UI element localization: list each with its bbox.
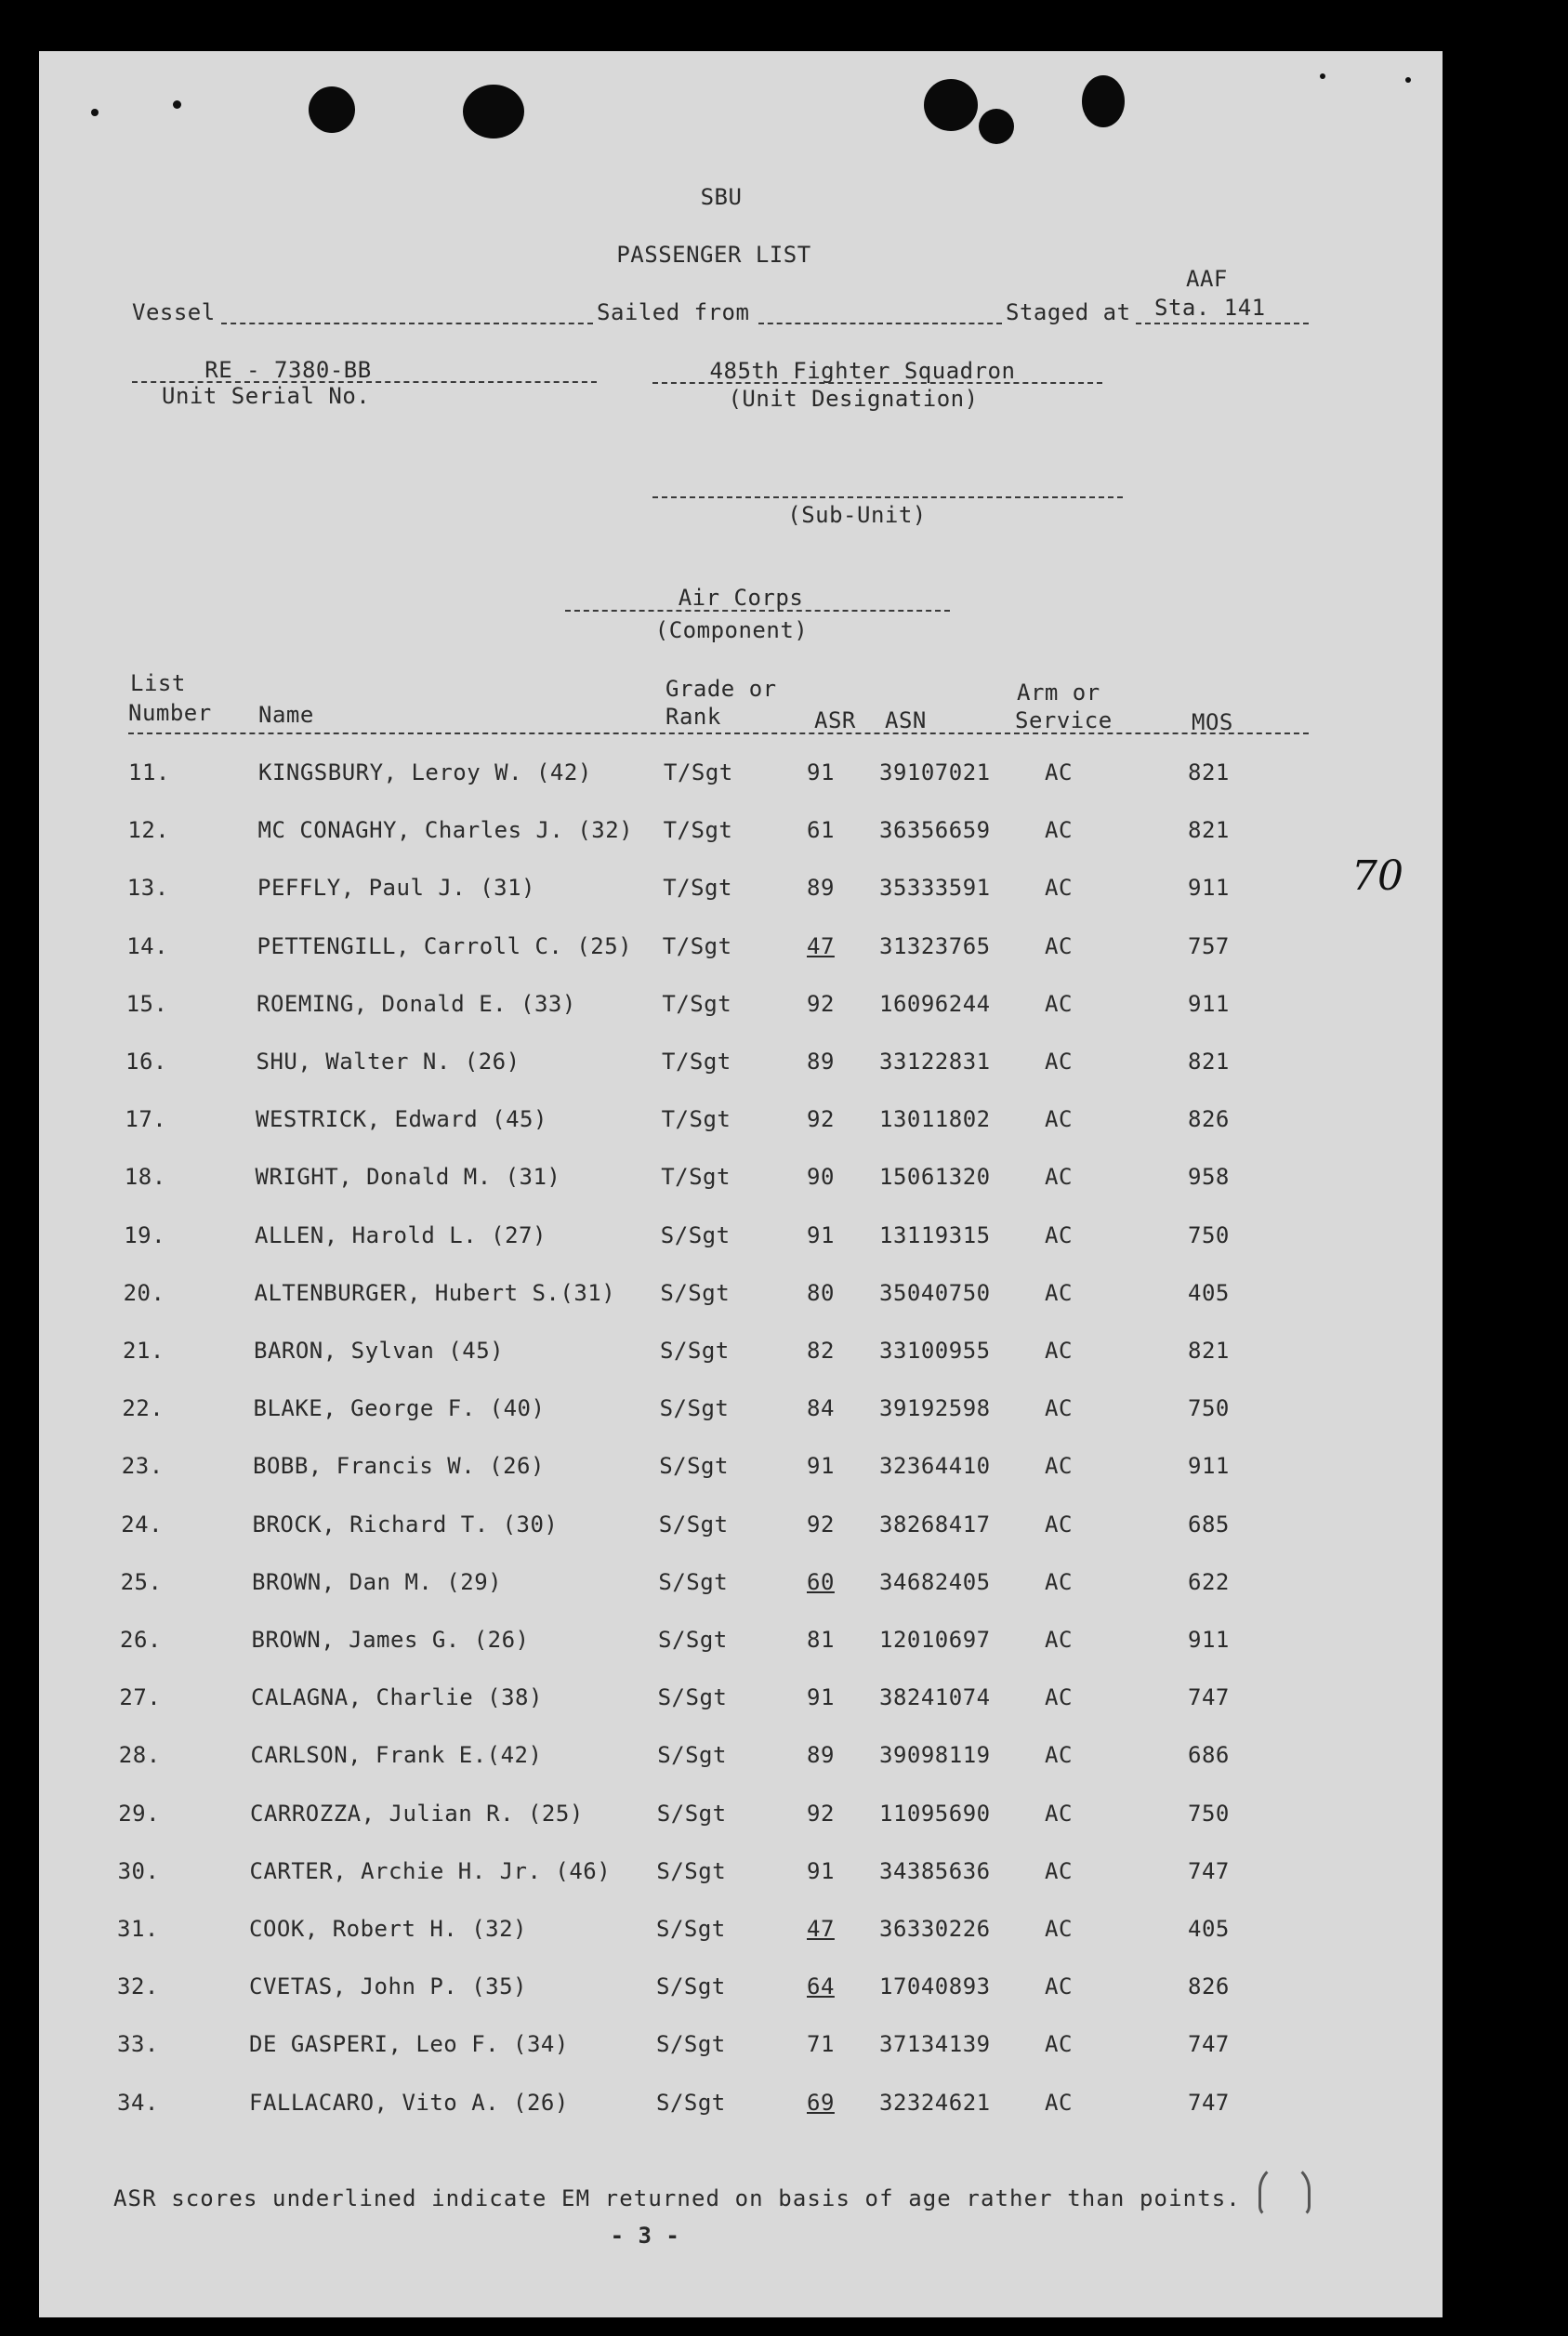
- header-list-number-2: Number: [128, 700, 212, 726]
- row-arm: AC: [1045, 1800, 1073, 1827]
- row-asn: 39098119: [879, 1742, 991, 1769]
- row-arm: AC: [1045, 1395, 1073, 1422]
- row-list-number: 24.: [121, 1511, 164, 1538]
- row-asr: 84: [807, 1395, 835, 1422]
- row-list-number: 13.: [126, 875, 169, 902]
- row-mos: 821: [1188, 817, 1230, 844]
- row-arm: AC: [1045, 1279, 1073, 1306]
- row-asr: 60: [807, 1568, 835, 1595]
- row-asr: 47: [807, 932, 835, 959]
- table-row: [39, 1858, 1443, 1895]
- row-mos: 911: [1188, 1627, 1230, 1653]
- row-arm: AC: [1045, 875, 1073, 902]
- row-name: ROEMING, Donald E. (33): [257, 990, 576, 1017]
- row-asr: 80: [807, 1279, 835, 1306]
- row-asr: 71: [807, 2031, 835, 2058]
- table-row: [39, 1684, 1443, 1722]
- row-arm: AC: [1045, 1916, 1073, 1942]
- row-asn: 12010697: [879, 1627, 991, 1653]
- row-list-number: 22.: [122, 1395, 165, 1422]
- row-asr: 92: [807, 1106, 835, 1133]
- row-list-number: 29.: [118, 1800, 161, 1827]
- table-row: [39, 875, 1443, 912]
- row-name: CARROZZA, Julian R. (25): [250, 1800, 584, 1827]
- row-asn: 35040750: [879, 1279, 991, 1306]
- row-grade: T/Sgt: [662, 1049, 731, 1075]
- row-mos: 750: [1188, 1395, 1230, 1422]
- row-grade: S/Sgt: [656, 1857, 727, 1884]
- row-mos: 747: [1188, 1684, 1230, 1711]
- table-row: [39, 1280, 1443, 1317]
- row-asr: 91: [807, 1857, 835, 1884]
- row-grade: S/Sgt: [657, 1684, 728, 1711]
- row-name: BOBB, Francis W. (26): [253, 1453, 545, 1480]
- row-arm: AC: [1045, 817, 1073, 844]
- row-grade: S/Sgt: [656, 1800, 727, 1827]
- table-row: [39, 1453, 1443, 1490]
- row-name: PETTENGILL, Carroll C. (25): [257, 932, 633, 959]
- row-asn: 33122831: [879, 1049, 991, 1075]
- row-asr: 81: [807, 1627, 835, 1653]
- row-asn: 32324621: [879, 2089, 991, 2116]
- document-subtitle: PASSENGER LIST: [616, 242, 811, 268]
- row-asr: 92: [807, 990, 835, 1017]
- row-mos: 821: [1188, 1338, 1230, 1364]
- row-asn: 13011802: [879, 1106, 991, 1133]
- row-asn: 32364410: [879, 1453, 991, 1480]
- row-asn: 38241074: [879, 1684, 991, 1711]
- row-mos: 750: [1188, 1800, 1230, 1827]
- header-grade-2: Rank: [665, 704, 721, 730]
- table-row: [39, 1973, 1443, 2011]
- row-asr: 92: [807, 1800, 835, 1827]
- row-asn: 33100955: [879, 1338, 991, 1364]
- table-row: [39, 1222, 1443, 1260]
- row-mos: 911: [1188, 875, 1230, 902]
- table-row: [39, 991, 1443, 1028]
- row-list-number: 26.: [120, 1627, 162, 1653]
- row-list-number: 12.: [127, 817, 170, 844]
- table-row: [39, 1049, 1443, 1086]
- row-list-number: 33.: [117, 2031, 159, 2058]
- row-arm: AC: [1045, 990, 1073, 1017]
- row-list-number: 21.: [123, 1338, 165, 1364]
- row-grade: T/Sgt: [663, 817, 733, 844]
- staged-at-value-top: AAF: [1186, 266, 1228, 292]
- row-list-number: 31.: [117, 1916, 159, 1942]
- row-mos: 747: [1188, 2031, 1230, 2058]
- row-arm: AC: [1045, 1164, 1073, 1191]
- sailed-from-label: Sailed from: [597, 299, 750, 325]
- row-mos: 405: [1188, 1916, 1230, 1942]
- row-list-number: 16.: [125, 1049, 167, 1075]
- row-arm: AC: [1045, 759, 1073, 785]
- row-mos: 405: [1188, 1279, 1230, 1306]
- footer-note: ASR scores underlined indicate EM returned on basis of age rather than points.: [113, 2185, 1241, 2211]
- row-name: BARON, Sylvan (45): [254, 1338, 505, 1364]
- row-arm: AC: [1045, 1453, 1073, 1480]
- row-asr: 64: [807, 1973, 835, 2000]
- unit-serial-label: Unit Serial No.: [162, 383, 371, 409]
- row-name: COOK, Robert H. (32): [249, 1916, 527, 1942]
- row-asn: 34385636: [879, 1857, 991, 1884]
- passenger-table: [39, 51, 1443, 2317]
- row-grade: T/Sgt: [664, 759, 733, 785]
- row-asr: 61: [807, 817, 835, 844]
- header-grade-1: Grade or: [665, 676, 777, 702]
- row-name: DE GASPERI, Leo F. (34): [249, 2031, 569, 2058]
- row-mos: 826: [1188, 1973, 1230, 2000]
- row-grade: T/Sgt: [662, 990, 732, 1017]
- row-mos: 750: [1188, 1221, 1230, 1248]
- unit-designation-label: (Unit Designation): [728, 386, 979, 412]
- row-mos: 958: [1188, 1164, 1230, 1191]
- row-asn: 17040893: [879, 1973, 991, 2000]
- row-asn: 31323765: [879, 932, 991, 959]
- row-name: CALAGNA, Charlie (38): [251, 1684, 543, 1711]
- margin-annotation: 70: [1351, 852, 1403, 900]
- row-name: CARTER, Archie H. Jr. (46): [249, 1857, 612, 1884]
- row-list-number: 18.: [124, 1164, 166, 1191]
- row-grade: S/Sgt: [656, 2089, 726, 2116]
- row-arm: AC: [1045, 1049, 1073, 1075]
- row-asn: 11095690: [879, 1800, 991, 1827]
- component-label: (Component): [654, 617, 809, 643]
- page-number: - 3 -: [610, 2223, 680, 2249]
- row-asn: 36356659: [879, 817, 991, 844]
- document-title: SBU: [700, 184, 743, 210]
- staged-at-value: Sta. 141: [1154, 295, 1266, 321]
- row-name: BROWN, Dan M. (29): [252, 1568, 503, 1595]
- table-row: [39, 1511, 1443, 1549]
- row-mos: 911: [1188, 1453, 1230, 1480]
- row-asn: 39192598: [879, 1395, 991, 1422]
- row-arm: AC: [1045, 1568, 1073, 1595]
- row-name: KINGSBURY, Leroy W. (42): [258, 759, 592, 785]
- row-grade: T/Sgt: [663, 875, 732, 902]
- row-asn: 37134139: [879, 2031, 991, 2058]
- staged-at-label: Staged at: [1006, 299, 1131, 325]
- row-arm: AC: [1045, 1106, 1073, 1133]
- row-grade: T/Sgt: [661, 1106, 731, 1133]
- row-asr: 89: [807, 1049, 835, 1075]
- row-mos: 821: [1188, 1049, 1230, 1075]
- vessel-label: Vessel: [132, 299, 216, 325]
- row-asr: 82: [807, 1338, 835, 1364]
- document-page: [39, 51, 1443, 2317]
- row-name: WRIGHT, Donald M. (31): [255, 1164, 561, 1191]
- row-list-number: 14.: [126, 932, 169, 959]
- header-asr: ASR: [814, 707, 856, 733]
- row-asr: 91: [807, 1453, 835, 1480]
- row-name: WESTRICK, Edward (45): [256, 1106, 547, 1133]
- sub-unit-label: (Sub-Unit): [787, 502, 927, 528]
- row-asn: 34682405: [879, 1568, 991, 1595]
- row-arm: AC: [1045, 1511, 1073, 1538]
- row-mos: 911: [1188, 990, 1230, 1017]
- row-arm: AC: [1045, 1221, 1073, 1248]
- row-name: MC CONAGHY, Charles J. (32): [257, 817, 634, 844]
- row-name: FALLACARO, Vito A. (26): [249, 2089, 569, 2116]
- header-asn: ASN: [885, 707, 927, 733]
- row-arm: AC: [1045, 1627, 1073, 1653]
- row-grade: S/Sgt: [660, 1338, 730, 1364]
- header-name: Name: [258, 702, 314, 728]
- row-name: CARLSON, Frank E.(42): [250, 1742, 543, 1769]
- row-asr: 89: [807, 875, 835, 902]
- row-grade: S/Sgt: [658, 1511, 729, 1538]
- table-row: [39, 1742, 1443, 1779]
- row-list-number: 19.: [124, 1221, 166, 1248]
- row-arm: AC: [1045, 1684, 1073, 1711]
- row-asn: 35333591: [879, 875, 991, 902]
- row-mos: 821: [1188, 759, 1230, 785]
- row-asn: 36330226: [879, 1916, 991, 1942]
- row-grade: S/Sgt: [657, 1742, 727, 1769]
- unit-serial-value: RE - 7380-BB: [204, 357, 372, 383]
- row-asr: 92: [807, 1511, 835, 1538]
- row-name: ALTENBURGER, Hubert S.(31): [254, 1279, 616, 1306]
- row-list-number: 23.: [121, 1453, 164, 1480]
- row-grade: S/Sgt: [659, 1395, 730, 1422]
- row-list-number: 34.: [117, 2089, 159, 2116]
- unit-designation-value: 485th Fighter Squadron: [709, 358, 1016, 384]
- row-list-number: 15.: [125, 990, 168, 1017]
- row-grade: S/Sgt: [659, 1453, 729, 1480]
- header-list-number-1: List: [130, 670, 186, 696]
- row-asn: 13119315: [879, 1221, 991, 1248]
- row-name: ALLEN, Harold L. (27): [255, 1221, 547, 1248]
- row-grade: S/Sgt: [658, 1627, 728, 1653]
- row-asn: 16096244: [879, 990, 991, 1017]
- table-row: [39, 1338, 1443, 1375]
- row-name: BROWN, James G. (26): [251, 1627, 530, 1653]
- row-arm: AC: [1045, 1742, 1073, 1769]
- row-arm: AC: [1045, 2031, 1073, 2058]
- row-list-number: 20.: [123, 1279, 165, 1306]
- row-grade: S/Sgt: [660, 1279, 731, 1306]
- row-asr: 90: [807, 1164, 835, 1191]
- table-row: [39, 1627, 1443, 1664]
- row-grade: S/Sgt: [656, 1973, 726, 2000]
- row-asr: 89: [807, 1742, 835, 1769]
- table-row: [39, 1916, 1443, 1953]
- row-arm: AC: [1045, 1973, 1073, 2000]
- table-row: [39, 1801, 1443, 1838]
- table-row: [39, 1395, 1443, 1432]
- row-grade: T/Sgt: [662, 932, 732, 959]
- row-list-number: 28.: [118, 1742, 161, 1769]
- header-mos: MOS: [1192, 709, 1233, 735]
- row-grade: S/Sgt: [660, 1221, 731, 1248]
- row-list-number: 17.: [125, 1106, 167, 1133]
- row-list-number: 27.: [119, 1684, 162, 1711]
- component-value: Air Corps: [678, 585, 804, 611]
- row-asr: 69: [807, 2089, 835, 2116]
- row-name: PEFFLY, Paul J. (31): [257, 875, 535, 902]
- table-row: [39, 1106, 1443, 1143]
- table-row: [39, 933, 1443, 970]
- row-mos: 685: [1188, 1511, 1230, 1538]
- row-arm: AC: [1045, 1338, 1073, 1364]
- row-mos: 826: [1188, 1106, 1230, 1133]
- table-row: [39, 817, 1443, 854]
- row-grade: S/Sgt: [658, 1568, 729, 1595]
- row-list-number: 25.: [120, 1568, 163, 1595]
- header-arm-2: Service: [1015, 707, 1113, 733]
- row-name: SHU, Walter N. (26): [256, 1049, 520, 1075]
- row-arm: AC: [1045, 932, 1073, 959]
- row-asn: 38268417: [879, 1511, 991, 1538]
- row-grade: T/Sgt: [661, 1164, 731, 1191]
- row-name: CVETAS, John P. (35): [249, 1973, 527, 2000]
- row-list-number: 32.: [117, 1973, 159, 2000]
- table-row: [39, 1164, 1443, 1201]
- row-name: BLAKE, George F. (40): [253, 1395, 546, 1422]
- row-asn: 39107021: [879, 759, 991, 785]
- table-row: [39, 759, 1443, 797]
- row-mos: 747: [1188, 1857, 1230, 1884]
- row-list-number: 30.: [117, 1857, 160, 1884]
- row-asr: 91: [807, 1221, 835, 1248]
- row-asr: 47: [807, 1916, 835, 1942]
- row-list-number: 11.: [128, 759, 170, 785]
- table-row: [39, 1569, 1443, 1606]
- row-asr: 91: [807, 1684, 835, 1711]
- row-asr: 91: [807, 759, 835, 785]
- row-mos: 747: [1188, 2089, 1230, 2116]
- header-arm-1: Arm or: [1017, 680, 1100, 706]
- row-grade: S/Sgt: [656, 2031, 726, 2058]
- handwritten-mark: [1258, 2163, 1311, 2217]
- row-arm: AC: [1045, 2089, 1073, 2116]
- row-mos: 622: [1188, 1568, 1230, 1595]
- row-mos: 686: [1188, 1742, 1230, 1769]
- row-mos: 757: [1188, 932, 1230, 959]
- table-row: [39, 2031, 1443, 2068]
- row-name: BROCK, Richard T. (30): [252, 1511, 559, 1538]
- table-row: [39, 2090, 1443, 2127]
- row-grade: S/Sgt: [656, 1916, 726, 1942]
- row-asn: 15061320: [879, 1164, 991, 1191]
- row-arm: AC: [1045, 1857, 1073, 1884]
